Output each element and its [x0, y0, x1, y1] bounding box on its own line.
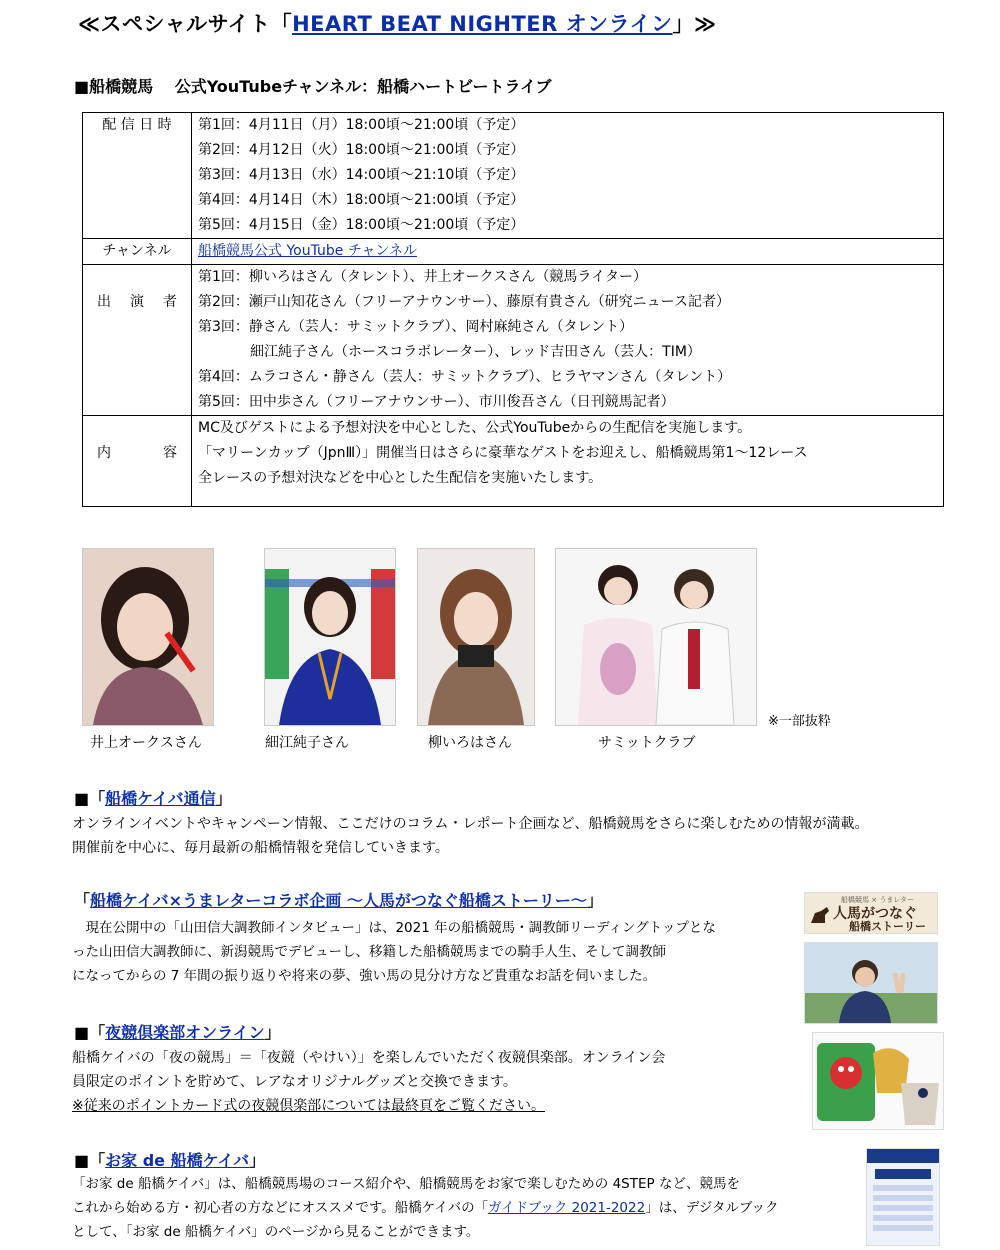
caption-hosoe-junko: 細江純子さん	[265, 735, 349, 751]
cast-item: 第3回：静さん（芸人：サミットクラブ）、岡村麻純さん（タレント）	[198, 319, 634, 335]
cast-cell	[192, 265, 944, 416]
banner-main-text-2: 船橋ストーリー	[849, 920, 926, 933]
tsushin-line: オンラインイベントやキャンペーン情報、ここだけのコラム・レポート企画など、船橋競馬をさらに楽しむための情報が満載。	[72, 816, 869, 832]
schedule-item: 第3回：4月13日（水）14:00頃～21:10頃（予定）	[198, 167, 525, 183]
banner-main-text-1: 人馬がつなぐ	[833, 906, 917, 922]
ouchi-line: 「お家 de 船橋ケイバ」は、船橋競馬場のコース紹介や、船橋競馬をお家で楽しむための 4STEP など、競馬を	[72, 1176, 740, 1192]
ouchi-line2-suffix: 」は、デジタルブック	[645, 1200, 779, 1216]
youtube-channel-link[interactable]: 船橋競馬公式 YouTube チャンネル	[198, 243, 417, 259]
schedule-item: 第1回：4月11日（月）18:00頃～21:00頃（予定）	[198, 117, 525, 133]
tsushin-body	[72, 812, 952, 860]
yakei-line: 船橋ケイバの「夜の競馬」＝「夜競（やけい）」を楽しんでいただく夜競倶楽部。オンライン会	[72, 1050, 666, 1066]
content-label-char: 内	[97, 445, 111, 461]
ouchi-line-2	[72, 1196, 862, 1220]
tsushin-heading	[74, 786, 232, 809]
channel-label: チャンネル	[83, 239, 192, 265]
cast-item: 細江純子さん（ホースコラボレーター）、レッド吉田さん（芸人：TIM）	[250, 344, 701, 360]
content-line: 全レースの予想対決などを中心とした生配信を実施いたします。	[198, 470, 603, 486]
content-label	[83, 416, 192, 507]
collab-line: った山田信大調教師に、新潟競馬でデビューし、移籍した船橋競馬までの騎手人生、そして調教師	[72, 944, 666, 960]
ouchi-link[interactable]: お家 de 船橋ケイバ	[105, 1151, 250, 1170]
cast-label-char: 出	[97, 294, 111, 310]
ouchi-site-screenshot	[866, 1148, 940, 1246]
tsushin-prefix: ■「	[74, 789, 106, 808]
yakei-body	[72, 1046, 792, 1118]
ouchi-heading	[74, 1148, 265, 1171]
collab-link[interactable]: 船橋ケイバ×うまレターコラボ企画 ～人馬がつなぐ船橋ストーリー～	[90, 891, 587, 910]
broadcast-info-table	[82, 112, 944, 507]
collab-suffix: 」	[586, 891, 603, 910]
cast-label	[83, 265, 192, 416]
schedule-cell	[192, 113, 944, 239]
caption-summit-club: サミットクラブ	[598, 735, 696, 751]
trainer-photo	[804, 942, 938, 1024]
excerpt-note: ※一部抜粋	[768, 714, 831, 729]
ouchi-body	[72, 1172, 862, 1244]
channel-row	[83, 239, 944, 265]
yakei-note: ※従来のポイントカード式の夜競倶楽部については最終頁をご覧ください。	[72, 1098, 546, 1114]
ouchi-prefix: ■「	[74, 1151, 106, 1170]
hosoe-junko-photo	[264, 548, 396, 726]
tsushin-suffix: 」	[215, 789, 232, 808]
schedule-item: 第5回：4月15日（金）18:00頃～21:00頃（予定）	[198, 217, 525, 233]
collab-banner-image	[804, 892, 938, 934]
schedule-label: 配 信 日 時	[83, 113, 192, 239]
content-row	[83, 416, 944, 507]
yakei-line: 員限定のポイントを貯めて、レアなオリジナルグッズと交換できます。	[72, 1074, 517, 1090]
collab-body	[72, 916, 802, 988]
cast-row	[83, 265, 944, 416]
heading-prefix: ≪スペシャルサイト「	[78, 12, 293, 36]
collab-prefix: 「	[74, 891, 91, 910]
horse-icon	[809, 903, 833, 927]
heading-suffix: 」≫	[672, 12, 717, 36]
cast-item: 第4回：ムラコさん・静さん（芸人：サミットクラブ）、ヒラヤマンさん（タレント）	[198, 369, 732, 385]
yanagi-iroha-photo	[417, 548, 535, 726]
ouchi-suffix: 」	[249, 1151, 266, 1170]
schedule-row	[83, 113, 944, 239]
banner-small-text: 船橋競馬 × うまレター	[841, 896, 915, 904]
yakei-link[interactable]: 夜競倶楽部オンライン	[105, 1023, 265, 1042]
ouchi-line: として、「お家 de 船橋ケイバ」のページから見ることができます。	[72, 1224, 480, 1240]
inoue-oaks-photo	[82, 548, 214, 726]
content-label-char: 容	[163, 445, 177, 461]
collab-line: になってからの 7 年間の振り返りや将来の夢、強い馬の見分け方など貴重なお話を伺いました。	[72, 968, 657, 984]
tsushin-line: 開催前を中心に、毎月最新の船橋情報を発信していきます。	[72, 840, 449, 856]
ouchi-line2-text: これから始める方・初心者の方などにオススメです。船橋ケイバの「	[72, 1200, 489, 1216]
cast-item: 第1回：柳いろはさん（タレント）、井上オークスさん（競馬ライター）	[198, 269, 647, 285]
yakei-goods-image	[812, 1032, 944, 1130]
schedule-item: 第4回：4月14日（木）18:00頃～21:00頃（予定）	[198, 192, 525, 208]
cast-label-char: 演	[130, 294, 144, 310]
collab-heading	[74, 888, 603, 911]
summit-club-photo	[555, 548, 757, 726]
cast-label-char: 者	[163, 294, 177, 310]
content-line: MC及びゲストによる予想対決を中心とした、公式YouTubeからの生配信を実施します。	[198, 420, 752, 436]
yakei-heading	[74, 1020, 281, 1043]
yakei-prefix: ■「	[74, 1023, 106, 1042]
channel-cell	[192, 239, 944, 265]
channel-heading: ■船橋競馬 公式YouTubeチャンネル：船橋ハートビートライブ	[74, 77, 552, 96]
caption-inoue-oaks: 井上オークスさん	[90, 735, 202, 751]
cast-item: 第2回：瀬戸山知花さん（フリーアナウンサー）、藤原有貴さん（研究ニュース記者）	[198, 294, 730, 310]
caption-yanagi-iroha: 柳いろはさん	[428, 735, 512, 751]
cast-item: 第5回：田中歩さん（フリーアナウンサー）、市川俊吾さん（日刊競馬記者）	[198, 394, 675, 410]
heart-beat-nighter-link[interactable]: HEART BEAT NIGHTER オンライン	[292, 12, 673, 36]
tsushin-link[interactable]: 船橋ケイバ通信	[105, 789, 216, 808]
content-cell	[192, 416, 944, 507]
schedule-item: 第2回：4月12日（火）18:00頃～21:00頃（予定）	[198, 142, 525, 158]
collab-line: 現在公開中の「山田信大調教師インタビュー」は、2021 年の船橋競馬・調教師リーディングトップとな	[72, 920, 716, 936]
yakei-suffix: 」	[264, 1023, 281, 1042]
content-line: 「マリーンカップ（JpnⅢ）」開催当日はさらに豪華なゲストをお迎えし、船橋競馬第1～12レース	[198, 445, 808, 461]
special-site-heading	[78, 8, 716, 38]
guidebook-link[interactable]: ガイドブック 2021-2022	[488, 1200, 646, 1216]
